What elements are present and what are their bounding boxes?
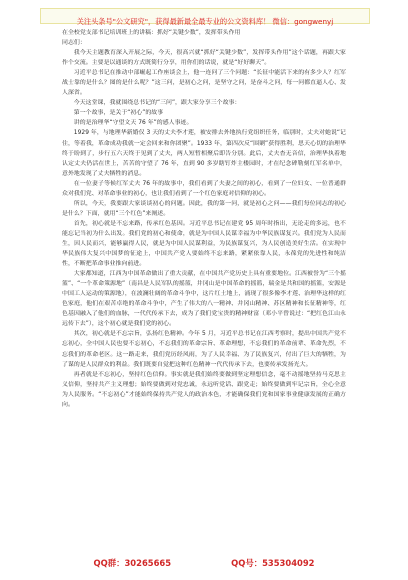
paragraph: 再者就是不忘初心，坚持红色信仰。事实就是我们始终要做到坚定理想信念，毫不动摇地坚持马克思主义信仰，坚持共产主义理想；始终要做到对党忠诚，永远听党话、跟党走；始终要做到牢记宗旨，全心全意为人民服务。“不忘初心”才能始终保持共产党人的政治本色，才能确保我们党和国家事业健康发展的正确方向。 bbox=[62, 371, 346, 408]
promo-banner bbox=[40, 8, 370, 24]
article-body bbox=[62, 28, 346, 410]
article-title: 在全校党支部书记培训班上的讲稿：抓好“关键少数”，发挥带头作用 bbox=[62, 30, 241, 36]
contact-footer bbox=[0, 551, 408, 568]
paragraph: 大家都知道，江西为中国革命做出了重大贡献，在中国共产党历史上具有重要地位。江西被誉为“三个摇篮”、“一个革命策源地”（南昌是人民军队的摇篮，井冈山是中国革命的摇篮，瑞金是共和国的摇篮，安源是中国工人运动的策源地），在波澜壮阔的革命斗争中，这片红土地上，涌现了很多像李才莲、治理华这样的红色家庭，他们在艰苦卓绝的革命斗争中，产生了伟大的八一精神、井冈山精神、苏区精神和长征精神等，红色基因融入了他们的血脉，一代代传承下去，成为了我们党宝贵的精神财富（邓小平曾说过：“把红色江山永远传下去”），这个初心就是我们党的初心。 bbox=[62, 271, 346, 328]
paragraph: 其次，初心就是不忘宗旨，弘扬红色精神。今年 5 月，习近平总书记在江西考察时，提出中国共产党不忘初心，全中国人民也要不忘初心，不忘我们的革命宗旨、革命理想，不忘我们的革命前辈、革命先烈，不忘我们的革命老区。这一路走来，我们党历经风雨，为了人民幸福、为了民族复兴，付出了巨大的牺牲，为了谋的是人民群众的利益。我们既要自觉把这种红色精神一代代传承下去，也要传承发扬光大。 bbox=[62, 331, 346, 368]
qq-contact-text: QQ号：535304092 bbox=[231, 558, 315, 568]
section-heading: 第一个故事，是关于“初心”的故事 bbox=[73, 110, 164, 117]
paragraph: 习近平总书记在推动中部崛起工作座谈会上，他一连问了三个问题：“长征中能活下来的有多少人？红军战士靠的是什么？图的是什么呢？”这三问，是初心之问，是坚守之问，是奋斗之问，每一问都直逼人心、发人深省。 bbox=[62, 70, 346, 97]
promo-banner-text: 关注头条号"公文研究"，获得最新最全最专业的公文资料库！ 微信：gongwenyj bbox=[76, 17, 334, 26]
paragraph: 讲的是治理华“守望文天 76 年”的感人事迹。 bbox=[73, 120, 193, 127]
paragraph: 1929 年，与地理华新婚仅 3 天的丈夫李才莲，被安排去外地执行党组织任务，临别时，丈夫对她说“记住，等着我，革命成功我就一定会回来和你团聚”。1933 年，第四次反“围剿”获得胜利，思天心切的治理华终于盼到了，步行五六天终于见到了丈夫，两人短暂相聚后即告分别。此后，丈夫杳无音信，治理华执着地认定丈夫仍活在世上，苦苦的守望了 76 年，直到 90 多岁瞎钉炸主楼园时，才在纪念碑勒刻红军名单中，意外地发现了丈夫牺牲的消息。 bbox=[62, 130, 346, 177]
paragraph: 我今天主题教育深入开展之际，今天，很高兴就“抓好“关键少数”，发挥带头作用”这个话题，再跟大家作个交流。主要是以通谈的方式既简行分享，用你们的话说，就是“好好聊天”。 bbox=[62, 50, 346, 67]
paragraph: 在一位妻子等候红军丈夫 76 年的故事中，我们看到了夫妻之间的初心，看到了一位妇女、一位普通群众对我们党、对革命事业的初心，也让我们看到了一个红色家庭对信仰的初心。 bbox=[62, 180, 346, 197]
qq-group-text: QQ群：30265665 bbox=[93, 558, 172, 568]
salutation: 同志们： bbox=[62, 40, 86, 47]
paragraph: 今天这堂课，我就围绕总书记的“三问”，跟大家分享三个故事： bbox=[73, 100, 241, 107]
paragraph: 首先，初心就是不忘来路，传承红色基因。习近平总书记在建党 95 周年时指出，无论走的多远，也不能忘记当初为什么出发。我们党的初心和使命，就是为中国人民谋幸福为中华民族谋复兴。我们党为人民而生，因人民而兴，能够赢得人民，就是为中国人民谋利益，为民族谋复兴，为人民创造美好生活。在实现中华民族伟大复兴中国梦的征途上，中国共产党人要始终不忘来路，紧紧依靠人民，永葆党的先进性和纯洁性，不断把革命事业推向前进。 bbox=[62, 220, 346, 268]
paragraph: 所以，今天，我要跟大家谈谈初心的问题。因此，我的第一问，就是初心之问——我们每位同志的初心是什么？下面，就用“三个红色”来阐述。 bbox=[62, 200, 346, 217]
